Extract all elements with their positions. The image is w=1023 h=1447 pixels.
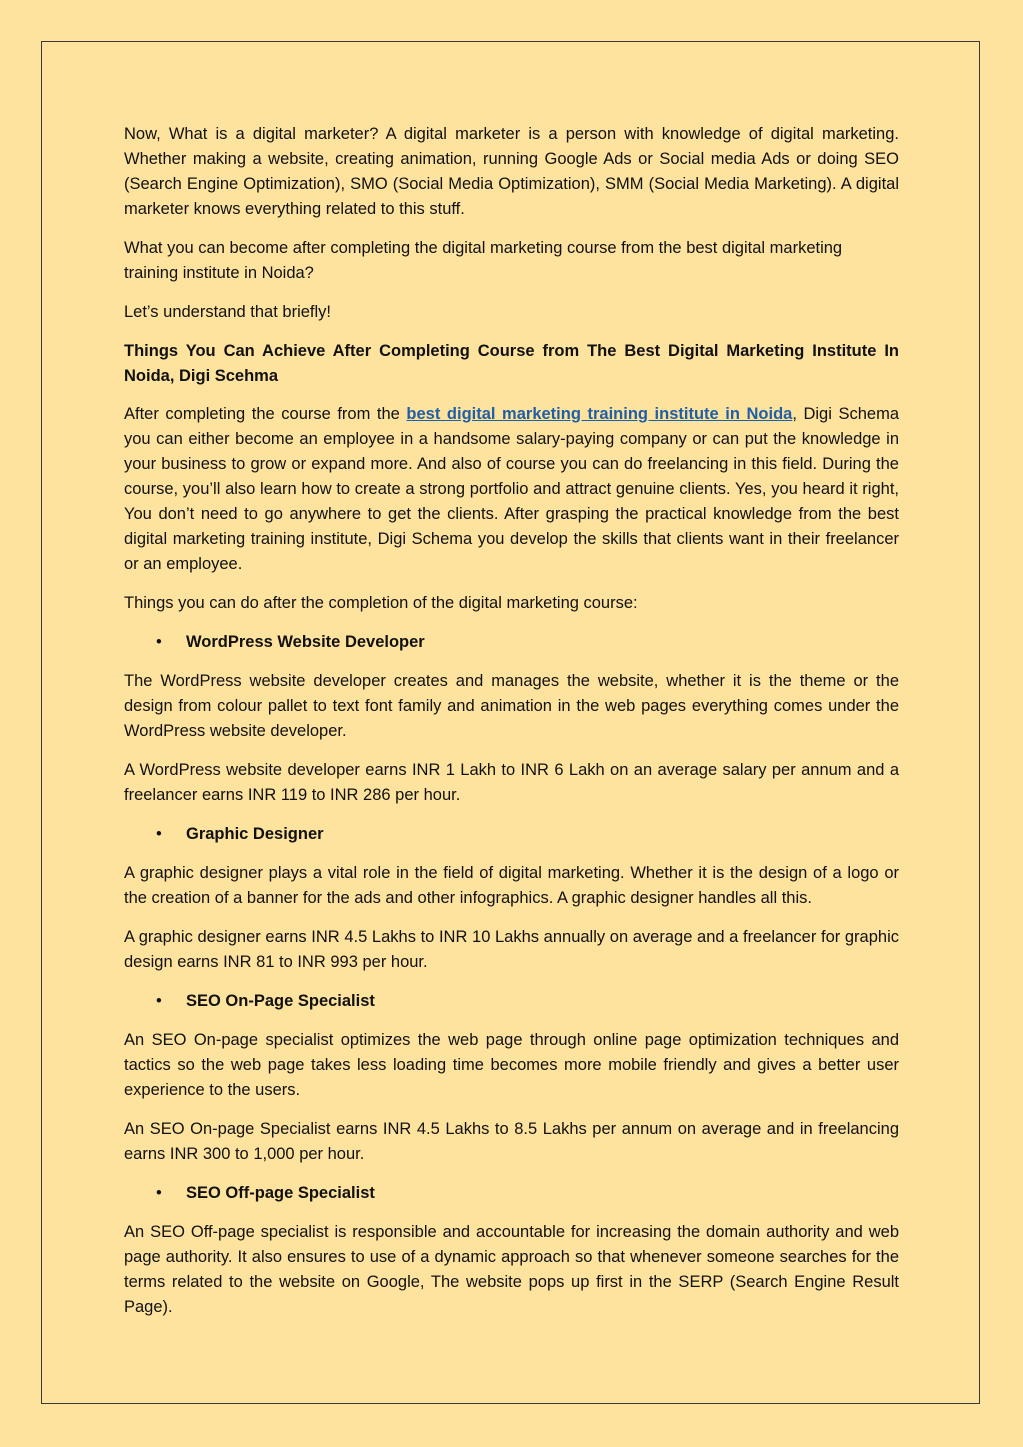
course-benefits-text-start: After completing the course from the [124,405,407,423]
section-heading: Things You Can Achieve After Completing Course from The Best Digital Marketing Institute In Noida, Digi Scehma [124,342,899,385]
lead-in-paragraph: Let’s understand that briefly! [124,303,331,321]
bullet-label-seo-offpage: SEO Off-page Specialist [186,1184,375,1202]
careers-intro-paragraph: Things you can do after the completion of the digital marketing course: [124,594,638,612]
bullet-icon: • [156,633,162,651]
document-body [124,122,899,1334]
bullet-item-wordpress [124,630,899,655]
bullet-label-seo-onpage: SEO On-Page Specialist [186,992,375,1010]
bullet-label-graphic-designer: Graphic Designer [186,825,324,843]
wordpress-salary: A WordPress website developer earns INR 1 Lakh to INR 6 Lakh on an average salary per annum and a freelancer earns INR 119 to INR 286 per hour. [124,761,899,804]
seo-onpage-description: An SEO On-page specialist optimizes the web page through online page optimization techniques and tactics so the web page takes less loading time becomes more mobile friendly and gives a better user experience to the users. [124,1031,899,1099]
bullet-icon: • [156,992,162,1010]
seo-onpage-salary: An SEO On-page Specialist earns INR 4.5 Lakhs to 8.5 Lakhs per annum on average and in freelancing earns INR 300 to 1,000 per hour. [124,1120,899,1163]
bullet-item-seo-offpage [124,1181,899,1206]
institute-link[interactable]: best digital marketing training institute in Noida [406,405,793,423]
intro-paragraph: Now, What is a digital marketer? A digital marketer is a person with knowledge of digital marketing. Whether making a website, creating animation, running Google Ads or Social media Ads or doing SEO (Search Engine Optimization), SMO (Social Media Optimization), SMM (Social Media Marketing). A digital marketer knows everything related to this stuff. [124,125,899,218]
seo-offpage-description: An SEO Off-page specialist is responsible and accountable for increasing the domain authority and web page authority. It also ensures to use of a dynamic approach so that whenever someone searches for the terms related to the website on Google, The website pops up first in the SERP (Search Engine Result Page). [124,1223,899,1316]
course-benefits-paragraph [124,402,899,577]
question-paragraph: What you can become after completing the digital marketing course from the best digital marketing training institute in Noida? [124,239,843,282]
bullet-label-wordpress: WordPress Website Developer [186,633,425,651]
course-benefits-text-end: , Digi Schema you can either become an employee in a handsome salary-paying company or can put the knowledge in your business to grow or expand more. And also of course you can do freelancing in this field. During the course, you’ll also learn how to create a strong portfolio and attract genuine clients. Yes, you heard it right, You don’t need to go anywhere to get the clients. After grasping the practical knowledge from the best digital marketing training institute, Digi Schema you develop the skills that clients want in their freelancer or an employee. [124,405,899,573]
bullet-icon: • [156,825,162,843]
bullet-icon: • [156,1184,162,1202]
bullet-item-graphic-designer [124,822,899,847]
graphic-designer-description: A graphic designer plays a vital role in the field of digital marketing. Whether it is the design of a logo or the creation of a banner for the ads and other infographics. A graphic designer handles all this. [124,864,899,907]
wordpress-description: The WordPress website developer creates and manages the website, whether it is the theme or the design from colour pallet to text font family and animation in the web pages everything comes under the WordPress website developer. [124,672,899,740]
bullet-item-seo-onpage [124,989,899,1014]
graphic-designer-salary: A graphic designer earns INR 4.5 Lakhs to INR 10 Lakhs annually on average and a freelancer for graphic design earns INR 81 to INR 993 per hour. [124,928,899,971]
